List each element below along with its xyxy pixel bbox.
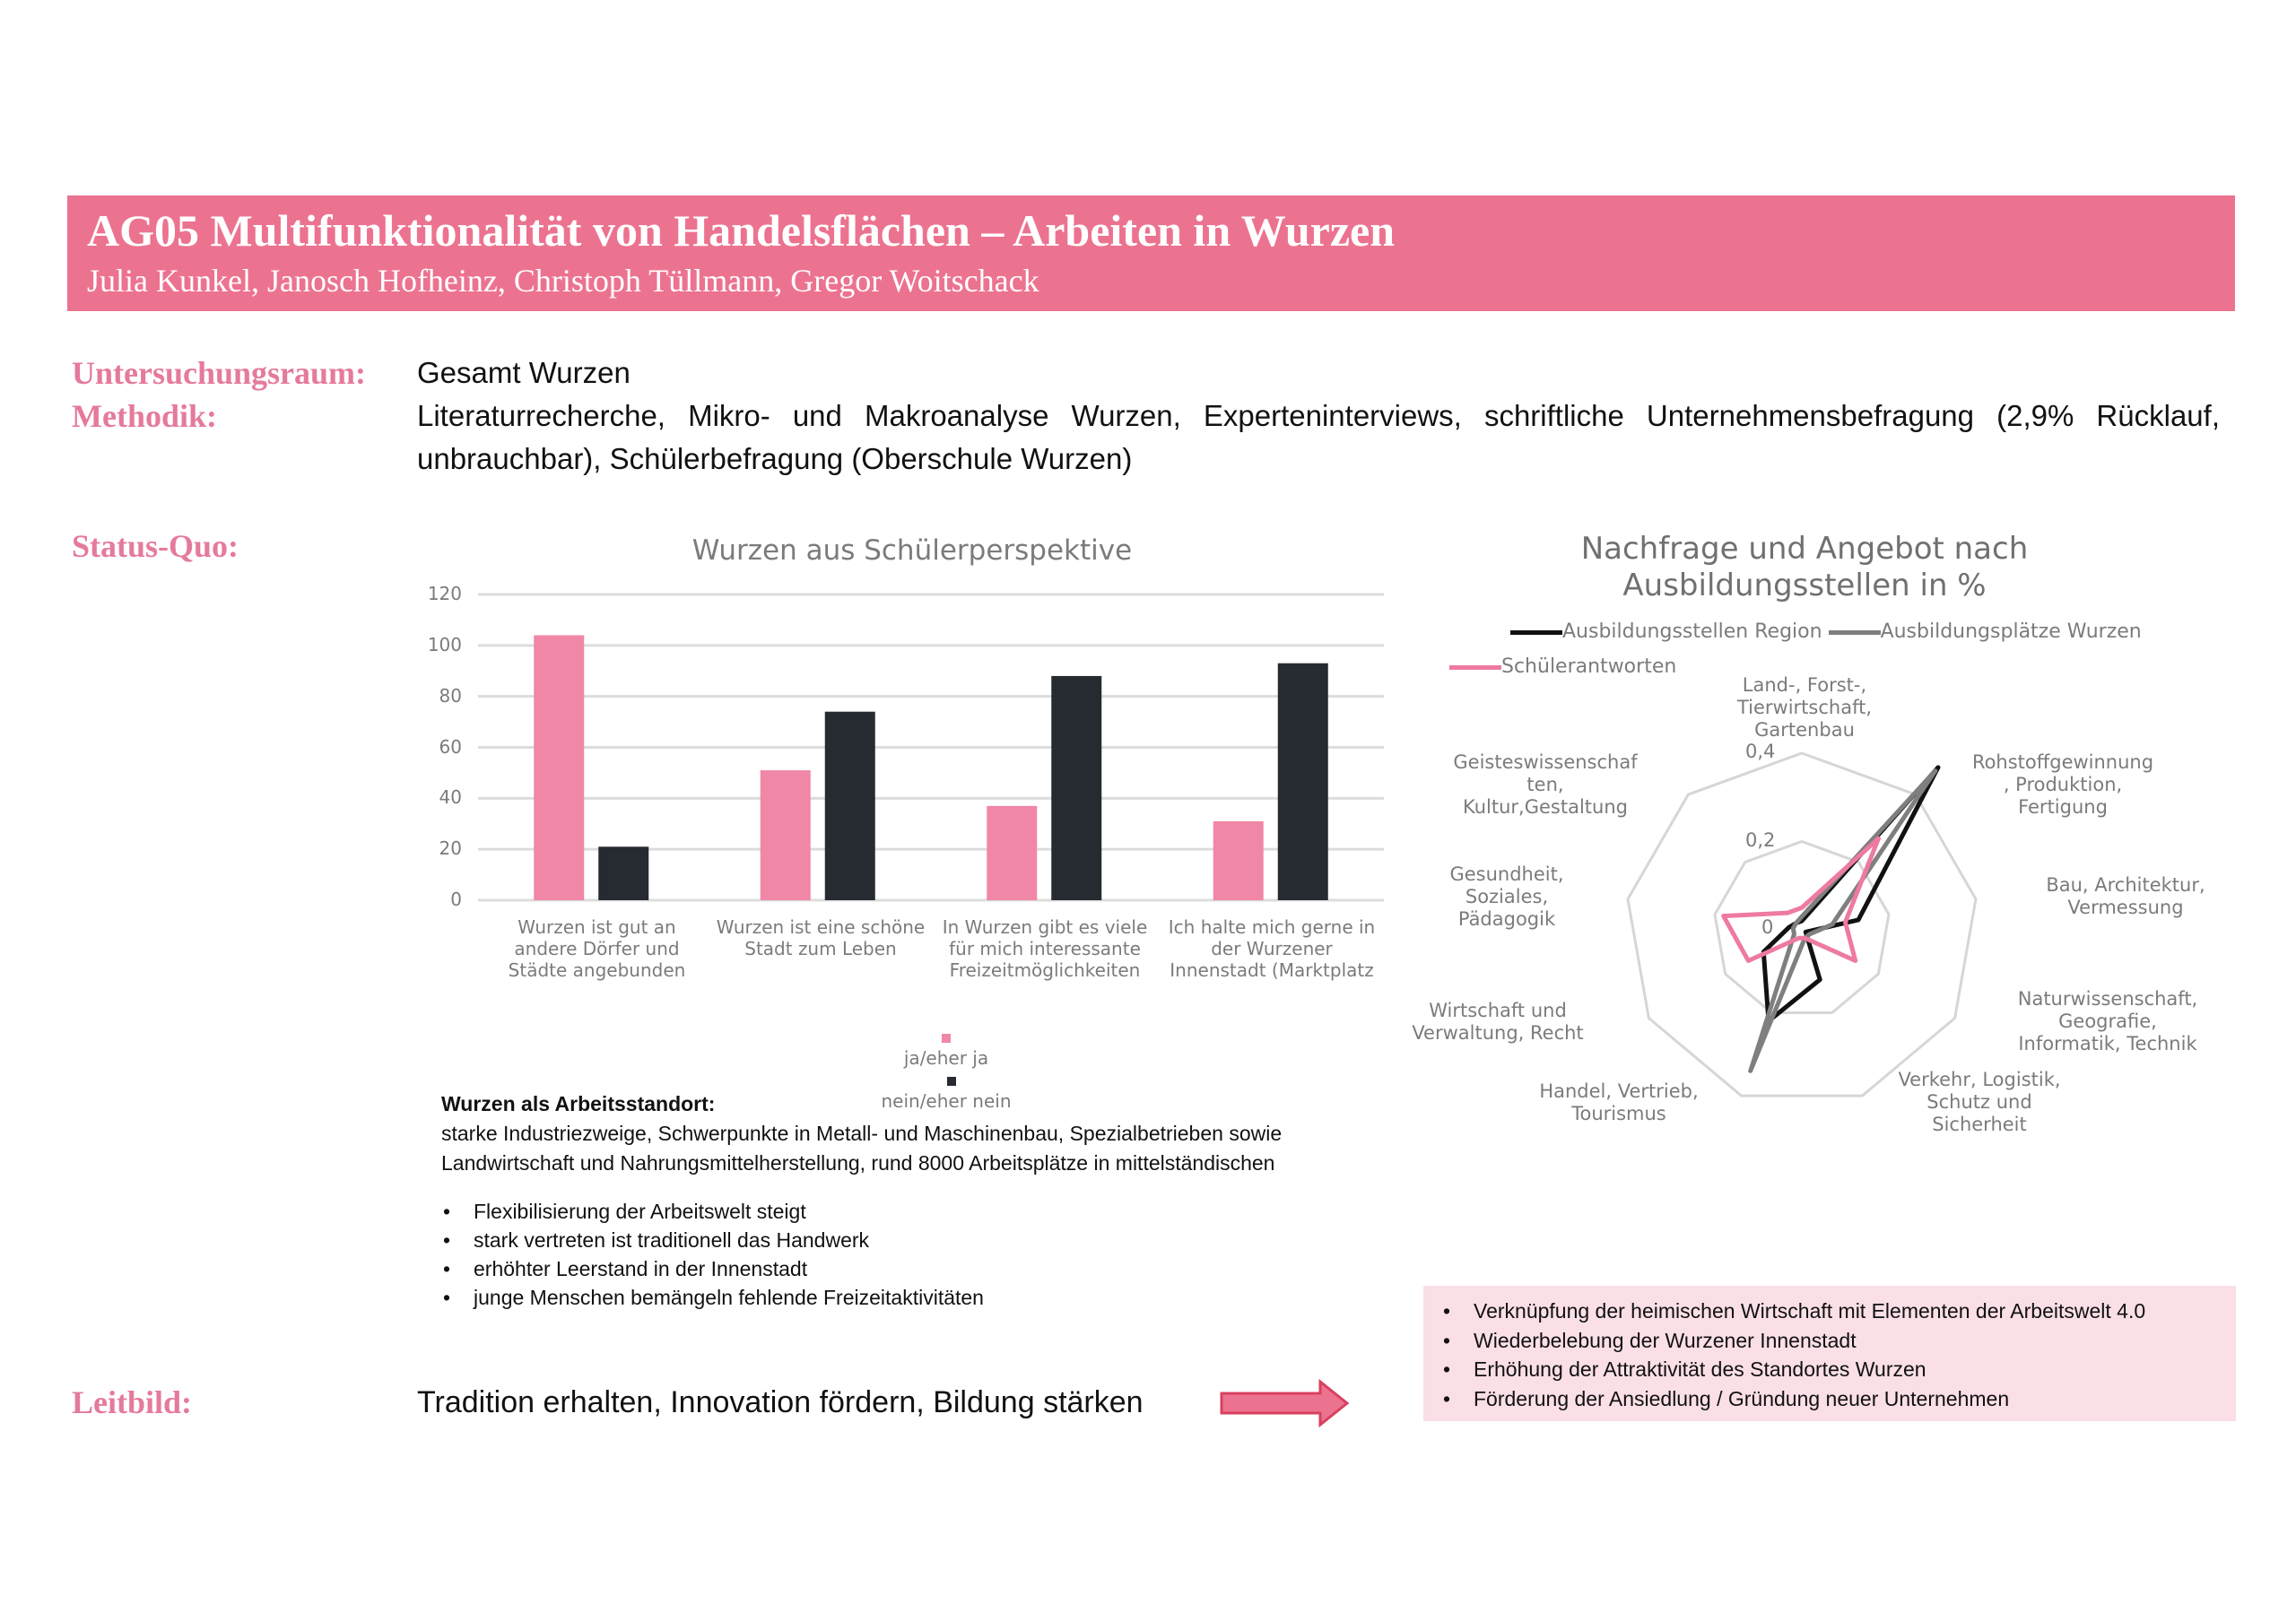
- legend-label-ja: ja/eher ja: [903, 1047, 989, 1069]
- bullet-item: • erhöhter Leerstand in der Innenstadt: [441, 1254, 984, 1283]
- y-tick-label: 0: [450, 889, 462, 910]
- y-tick-label: 100: [427, 633, 462, 655]
- ziele-box: [1423, 1286, 2236, 1421]
- page-title: AG05 Multifunktionalität von Handelsflächen – Arbeiten in Wurzen: [87, 205, 1396, 256]
- bar-chart-title: Wurzen aus Schülerperspektive: [691, 534, 1133, 567]
- radar-series-line: [1751, 771, 1935, 1071]
- y-tick-label: 120: [427, 583, 462, 604]
- bullet-item: • Förderung der Ansiedlung / Gründung neuer Unternehmen: [1441, 1384, 2145, 1414]
- ziele-bullets: [1441, 1297, 2145, 1413]
- radar-axis-label: Gesundheit, Soziales, Pädagogik: [1449, 863, 1564, 931]
- arbeitsstandort-bullets: [441, 1197, 984, 1312]
- authors: Julia Kunkel, Janosch Hofheinz, Christoph Tüllmann, Gregor Woitschack: [87, 263, 1039, 299]
- untersuchungsraum-label: Untersuchungsraum:: [72, 355, 367, 391]
- legend-line-schueler: [1449, 665, 1501, 670]
- arbeitsstandort-line: starke Industriezweige, Schwerpunkte in Metall- und Maschinenbau, Spezialbetrieben sowie: [441, 1122, 1283, 1145]
- legend-label-schueler: Schülerantworten: [1501, 655, 1677, 678]
- radar-axis-label: Handel, Vertrieb, Tourismus: [1539, 1080, 1699, 1125]
- y-tick-label: 80: [439, 684, 462, 707]
- radar-axis-label: Rohstoffgewinnung , Produktion, Fertigung: [1971, 751, 2154, 819]
- bullet-item: • Erhöhung der Attraktivität des Standortes Wurzen: [1441, 1355, 2145, 1384]
- radar-chart-title: Nachfrage und Angebot nach Ausbildungsstellen in %: [1580, 531, 2029, 603]
- bullet-item: • Wiederbelebung der Wurzener Innenstadt: [1441, 1326, 2145, 1356]
- y-tick-label: 60: [439, 735, 462, 758]
- legend-line-region: [1510, 630, 1562, 635]
- arbeitsstandort-heading: Wurzen als Arbeitsstandort:: [441, 1092, 716, 1115]
- radar-legend-1: [1510, 620, 2142, 644]
- bar-category-label: Wurzen ist gut an andere Dörfer und Städte angebunden: [508, 916, 686, 981]
- leitbild-label: Leitbild:: [72, 1384, 193, 1420]
- legend-label-region: Ausbildungsstellen Region: [1562, 620, 1822, 643]
- right-arrow-icon: [1220, 1379, 1351, 1427]
- y-tick-label: 40: [439, 786, 462, 809]
- methodik-label: Methodik:: [72, 398, 217, 434]
- arbeitsstandort-line: Landwirtschaft und Nahrungsmittelherstellung, rund 8000 Arbeitsplätze in mittelständischen: [441, 1151, 1275, 1175]
- legend-label-nein: nein/eher nein: [881, 1090, 1012, 1112]
- radar-tick-label: 0,2: [1745, 829, 1776, 851]
- bar-category-label: Ich halte mich gerne in der Wurzener Innenstadt (Marktplatz: [1168, 916, 1376, 981]
- bar-category-label: Wurzen ist eine schöne Stadt zum Leben: [716, 916, 926, 959]
- radar-axis-label: Wirtschaft und Verwaltung, Recht: [1412, 1000, 1584, 1045]
- methodik-value: Literaturrecherche, Mikro- und Makroanalyse Wurzen, Experteninterviews, schriftliche Unternehmensbefragung (2,9% Rücklauf, unbrauchbar), Schülerbefragung (Oberschule Wurzen): [417, 399, 2220, 475]
- bullet-item: • Verknüpfung der heimischen Wirtschaft mit Elementen der Arbeitswelt 4.0: [1441, 1297, 2145, 1326]
- bullet-item: • stark vertreten ist traditionell das Handwerk: [441, 1226, 984, 1254]
- leitbild-value: Tradition erhalten, Innovation fördern, Bildung stärken: [417, 1385, 1144, 1419]
- radar-axis-label: Naturwissenschaft, Geografie, Informatik, Technik: [2017, 988, 2198, 1055]
- untersuchungsraum-value: Gesamt Wurzen: [417, 356, 631, 389]
- radar-axis-label: Verkehr, Logistik, Schutz und Sicherheit: [1898, 1069, 2061, 1136]
- radar-gridline: [1628, 753, 1976, 1096]
- bullet-item: • Flexibilisierung der Arbeitswelt steigt: [441, 1197, 984, 1226]
- radar-gridline: [1715, 842, 1889, 1013]
- radar-legend-2: [1449, 655, 1676, 679]
- radar-axis-label: Bau, Architektur, Vermessung: [2046, 874, 2205, 919]
- bullet-item: • junge Menschen bemängeln fehlende Freizeitaktivitäten: [441, 1283, 984, 1312]
- status-quo-label: Status-Quo:: [72, 528, 239, 564]
- bar-category-label: In Wurzen gibt es viele für mich interessante Freizeitmöglichkeiten: [942, 916, 1148, 981]
- radar-axis-label: Geisteswissenschaf ten, Kultur,Gestaltung: [1453, 751, 1638, 819]
- legend-line-wurzen: [1829, 630, 1881, 635]
- radar-axis-label: Land-, Forst-, Tierwirtschaft, Gartenbau: [1736, 674, 1873, 742]
- radar-tick-label: 0,4: [1745, 741, 1776, 762]
- y-tick-label: 20: [439, 837, 462, 860]
- radar-tick-label: 0: [1761, 916, 1774, 938]
- legend-label-wurzen: Ausbildungsplätze Wurzen: [1880, 620, 2142, 643]
